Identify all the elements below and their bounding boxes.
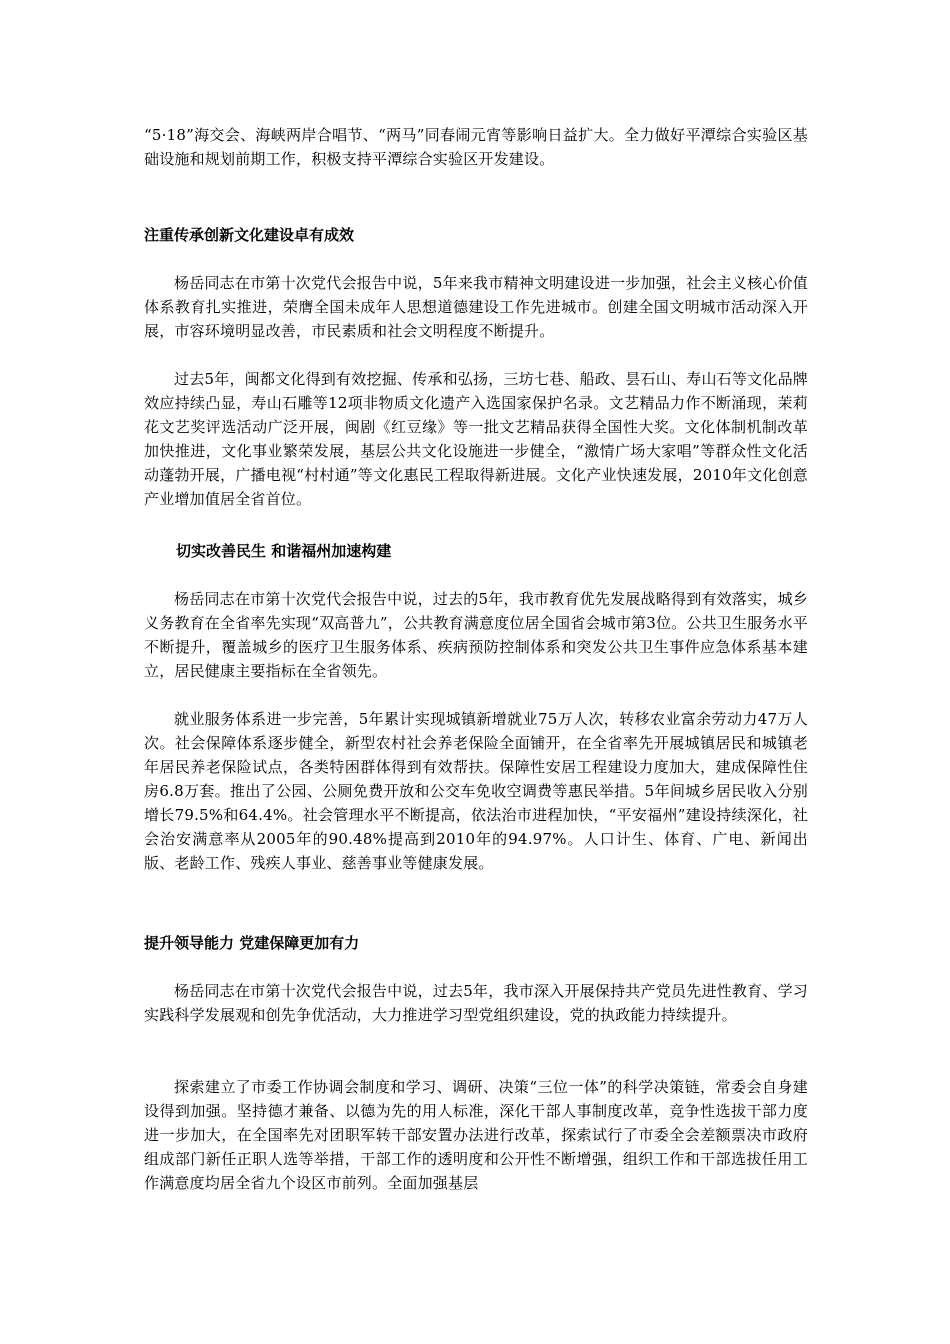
- paragraph-party-2: 探索建立了市委工作协调会制度和学习、调研、决策“三位一体”的科学决策链，常委会自身建设得到加强。坚持德才兼备、以德为先的用人标准，深化干部人事制度改革，竞争性选拔干部力度进一步加大，在全国率先对团职军转干部安置办法进行改革，探索试行了市委全会差额票决市政府组成部门新任正职人选等举措，干部工作的透明度和公开性不断增强，组织工作和干部选拔任用工作满意度均居全省九个设区市前列。全面加强基层: [144, 1078, 808, 1192]
- paragraph-livelihood-1: 杨岳同志在市第十次党代会报告中说，过去的5年，我市教育优先发展战略得到有效落实，城乡义务教育在全省率先实现“双高普九”，公共教育满意度位居全国省会城市第3位。公共卫生服务水平不断提升，覆盖城乡的医疗卫生服务体系、疾病预防控制体系和突发公共卫生事件应急体系基本建立，居民健康主要指标在全省领先。: [144, 590, 808, 680]
- paragraph-livelihood-2: 就业服务体系进一步完善，5年累计实现城镇新增就业75万人次，转移农业富余劳动力47万人次。社会保障体系逐步健全，新型农村社会养老保险全面铺开，在全省率先开展城镇居民和城镇老年居民养老保险试点，各类特困群体得到有效帮扶。保障性安居工程建设力度加大，建成保障性住房6.8万套。推出了公园、公厕免费开放和公交车免收空调费等惠民举措。5年间城乡居民收入分别增长79.5%和64.4%。社会管理水平不断提高，依法治市进程加快，“平安福州”建设持续深化，社会治安满意率从2005年的90.48%提高到2010年的94.97%。人口计生、体育、广电、新闻出版、老龄工作、残疾人事业、慈善事业等健康发展。: [144, 710, 808, 872]
- paragraph-party-1: 杨岳同志在市第十次党代会报告中说，过去5年，我市深入开展保持共产党员先进性教育、学习实践科学发展观和创先争优活动，大力推进学习型党组织建设，党的执政能力持续提升。: [144, 982, 808, 1024]
- paragraph-continuation: “5·18”海交会、海峡两岸合唱节、“两马”同春闹元宵等影响日益扩大。全力做好平潭综合实验区基础设施和规划前期工作，积极支持平潭综合实验区开发建设。: [144, 126, 808, 168]
- section-heading-culture: 注重传承创新文化建设卓有成效: [144, 226, 355, 244]
- section-heading-party-building: 提升领导能力 党建保障更加有力: [144, 934, 360, 952]
- paragraph-culture-2: 过去5年，闽都文化得到有效挖掘、传承和弘扬，三坊七巷、船政、昙石山、寿山石等文化品牌效应持续凸显，寿山石雕等12项非物质文化遗产入选国家保护名录。文艺精品力作不断涌现，茉莉花文艺奖评选活动广泛开展，闽剧《红豆缘》等一批文艺精品获得全国性大奖。文化体制机制改革加快推进，文化事业繁荣发展，基层公共文化设施进一步健全，“激情广场大家唱”等群众性文化活动蓬勃开展，广播电视“村村通”等文化惠民工程取得新进展。文化产业快速发展，2010年文化创意产业增加值居全省首位。: [144, 370, 808, 508]
- section-heading-livelihood: 切实改善民生 和谐福州加速构建: [176, 542, 392, 560]
- paragraph-culture-1: 杨岳同志在市第十次党代会报告中说，5年来我市精神文明建设进一步加强，社会主义核心价值体系教育扎实推进，荣膺全国未成年人思想道德建设工作先进城市。创建全国文明城市活动深入开展，市容环境明显改善，市民素质和社会文明程度不断提升。: [144, 274, 808, 340]
